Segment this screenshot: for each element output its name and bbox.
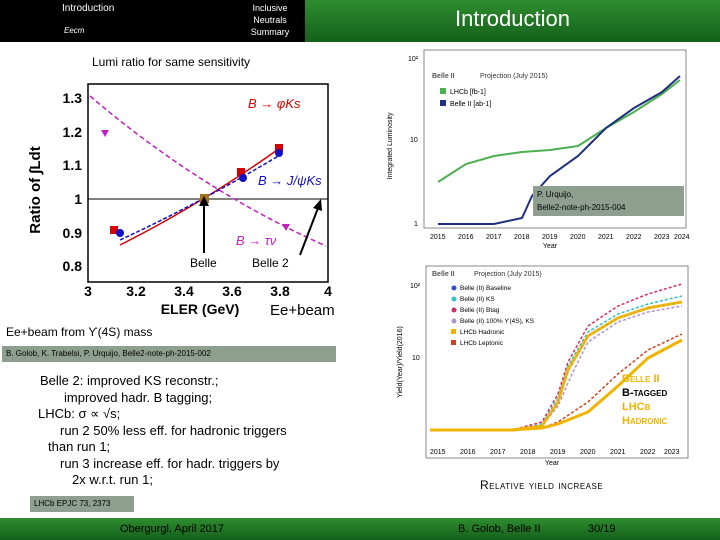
y-tick-label: 1: [414, 221, 418, 228]
jpsik-marker: [275, 149, 283, 157]
bullet-item: run 2 50% less eff. for hadronic triggers: [60, 422, 287, 438]
x-tick-label: 2015: [430, 449, 446, 456]
footer-author: B. Golob, Belle II: [458, 523, 541, 535]
luminosity-projection-chart: [380, 46, 700, 248]
jpsik-marker: [239, 174, 247, 182]
y-tick-label: 0.8: [62, 258, 82, 274]
x-tick-label: 2019: [542, 234, 558, 241]
bullet-item: than run 1;: [48, 439, 111, 454]
x-tick-label: 2021: [598, 234, 614, 241]
legend-swatch: [451, 340, 456, 345]
x-axis-label: Year: [542, 243, 558, 248]
label-taunu: B → τν: [236, 233, 277, 248]
lumi-ratio-chart: [0, 70, 340, 330]
relative-yield-caption: Relative yield increase: [480, 478, 604, 492]
legend-belle2: Belle II: [622, 373, 660, 385]
y-tick-label: 1.3: [62, 90, 82, 106]
x-tick-label: 2016: [458, 234, 474, 241]
x-axis-label: Year: [544, 460, 560, 467]
legend-item: LHCb Leptonic: [460, 340, 503, 347]
x-tick-label: 2015: [430, 234, 446, 241]
label-jpsik: B → J/ψKs: [258, 173, 322, 188]
x-tick-label: 2018: [520, 449, 536, 456]
x-tick-label: 2023: [664, 449, 680, 456]
legend-swatch: [452, 286, 457, 291]
nav-item-summary[interactable]: Summary: [250, 27, 290, 37]
label-ebeam: Ee+beam: [270, 302, 335, 319]
x-tick-label: 2021: [610, 449, 626, 456]
y-tick-label: 10²: [410, 283, 421, 290]
y-tick-label: 1: [74, 191, 82, 207]
footer-event: Obergurgl, April 2017: [120, 523, 224, 535]
reference-urquijo: [533, 186, 684, 216]
y-tick-label: 1.1: [62, 157, 82, 173]
reference-urquijo-line1: P. Urquijo,: [537, 190, 574, 199]
bullet-item: LHCb: σ ∝ √s;: [38, 406, 121, 421]
x-tick-label: 2019: [550, 449, 566, 456]
x-tick-label: 2018: [514, 234, 530, 241]
y-axis-label: Ratio of ∫Ldt: [27, 146, 44, 234]
legend-lhcb: LHCb [fb-1]: [450, 89, 486, 96]
legend-item: Belle (II) 100% ϒ(4S), KS: [460, 318, 535, 325]
legend-belle2: Belle II [ab-1]: [450, 101, 492, 108]
x-tick-label: 4: [324, 283, 332, 299]
bullet-item: Belle 2: improved KS reconstr.;: [40, 373, 219, 388]
x-tick-label: 2017: [486, 234, 502, 241]
x-tick-label: 2020: [570, 234, 586, 241]
title-box: [305, 0, 720, 42]
belle2-arrow-head: [313, 199, 322, 211]
legend-item: LHCb Hadronic: [460, 329, 505, 336]
y-axis-label: Integrated Luminosity: [387, 112, 394, 180]
jpsik-marker: [116, 229, 124, 237]
x-tick-label: 3.2: [126, 283, 146, 299]
label-belle2: Belle 2: [252, 256, 289, 270]
x-ticks: [430, 449, 680, 456]
bullet-list: [40, 373, 287, 489]
x-tick-label: 3.4: [174, 283, 194, 299]
y-ticks: [63, 90, 83, 274]
x-tick-label: 2020: [580, 449, 596, 456]
x-tick-label: 3: [84, 283, 92, 299]
reference-golob: B. Golob, K. Trabelsi, P. Urquijo, Belle2-note-ph-2015-002: [2, 346, 336, 362]
legend-swatch: [452, 297, 457, 302]
x-tick-label: 2024: [674, 234, 690, 241]
nav-right-list: [242, 2, 298, 38]
x-tick-label: 3.6: [222, 283, 242, 299]
legend-lhcb: LHCb: [622, 401, 651, 413]
yield-projection-chart: [392, 262, 692, 472]
y-tick-label: 1.2: [62, 124, 82, 140]
x-tick-label: 2022: [640, 449, 656, 456]
highlight-legend: [622, 372, 667, 428]
slide-title: Introduction: [455, 6, 570, 31]
legend-swatch: [452, 319, 457, 324]
y-tick-label: 0.9: [62, 225, 82, 241]
x-axis-label: ELER (GeV): [160, 301, 240, 317]
lumi-ratio-title: Lumi ratio for same sensitivity: [92, 55, 251, 69]
x-ticks: [430, 234, 690, 241]
legend-btagged: B-tagged: [622, 387, 668, 399]
reference-urquijo-line2: Belle2-note-ph-2015-004: [537, 203, 626, 212]
y-axis-label: Yield(Year)/Yield(2016): [397, 326, 404, 398]
x-tick-label: 2016: [460, 449, 476, 456]
legend-swatch: [452, 308, 457, 313]
page-number: 30/19: [588, 523, 616, 535]
footer-right: [305, 518, 720, 540]
x-tick-label: 3.8: [270, 283, 290, 299]
x-ticks: [84, 283, 332, 299]
chart-badge: Belle II: [432, 73, 455, 80]
legend-swatch: [451, 329, 456, 334]
bullet-item: improved hadr. B tagging;: [64, 389, 213, 405]
bullet-item: 2x w.r.t. run 1;: [72, 472, 153, 487]
y-tick-label: 10: [412, 355, 420, 362]
reference-lhcb: LHCb EPJC 73, 2373: [30, 496, 134, 512]
label-phik: B → φKs: [248, 96, 301, 111]
ebeam-note: Ee+beam from ϒ(4S) mass: [6, 325, 153, 339]
nav-item-neutrals[interactable]: Neutrals: [253, 15, 287, 25]
taunu-marker: [282, 224, 290, 231]
nav-item-inclusive[interactable]: Inclusive: [252, 3, 288, 13]
taunu-marker: [101, 130, 109, 137]
bullet-item: run 3 increase eff. for hadr. triggers by: [60, 455, 280, 471]
x-tick-label: 2022: [626, 234, 642, 241]
chart-title: Projection (July 2015): [480, 73, 548, 80]
label-belle: Belle: [190, 256, 217, 270]
y-tick-label: 10²: [408, 56, 419, 63]
x-tick-label: 2023: [654, 234, 670, 241]
y-tick-label: 10: [410, 137, 418, 144]
chart-title: Projection (July 2015): [474, 271, 542, 278]
legend-swatch-lhcb: [440, 88, 446, 94]
legend-hadronic: Hadronic: [622, 415, 668, 427]
taunu-curve: [90, 96, 326, 246]
legend-item: Belle (II) KS: [460, 296, 495, 303]
legend-swatch-belle2: [440, 100, 446, 106]
legend-item: Belle (II) Btag: [460, 307, 500, 314]
nav-section[interactable]: Introduction: [62, 3, 115, 14]
nav-subsection[interactable]: Eecm: [64, 26, 85, 35]
x-tick-label: 2017: [490, 449, 506, 456]
legend-item: Belle (II) Baseline: [460, 285, 511, 292]
belle2-arrow: [300, 208, 318, 255]
chart-badge: Belle II: [432, 271, 455, 278]
footer-left: [0, 518, 305, 540]
